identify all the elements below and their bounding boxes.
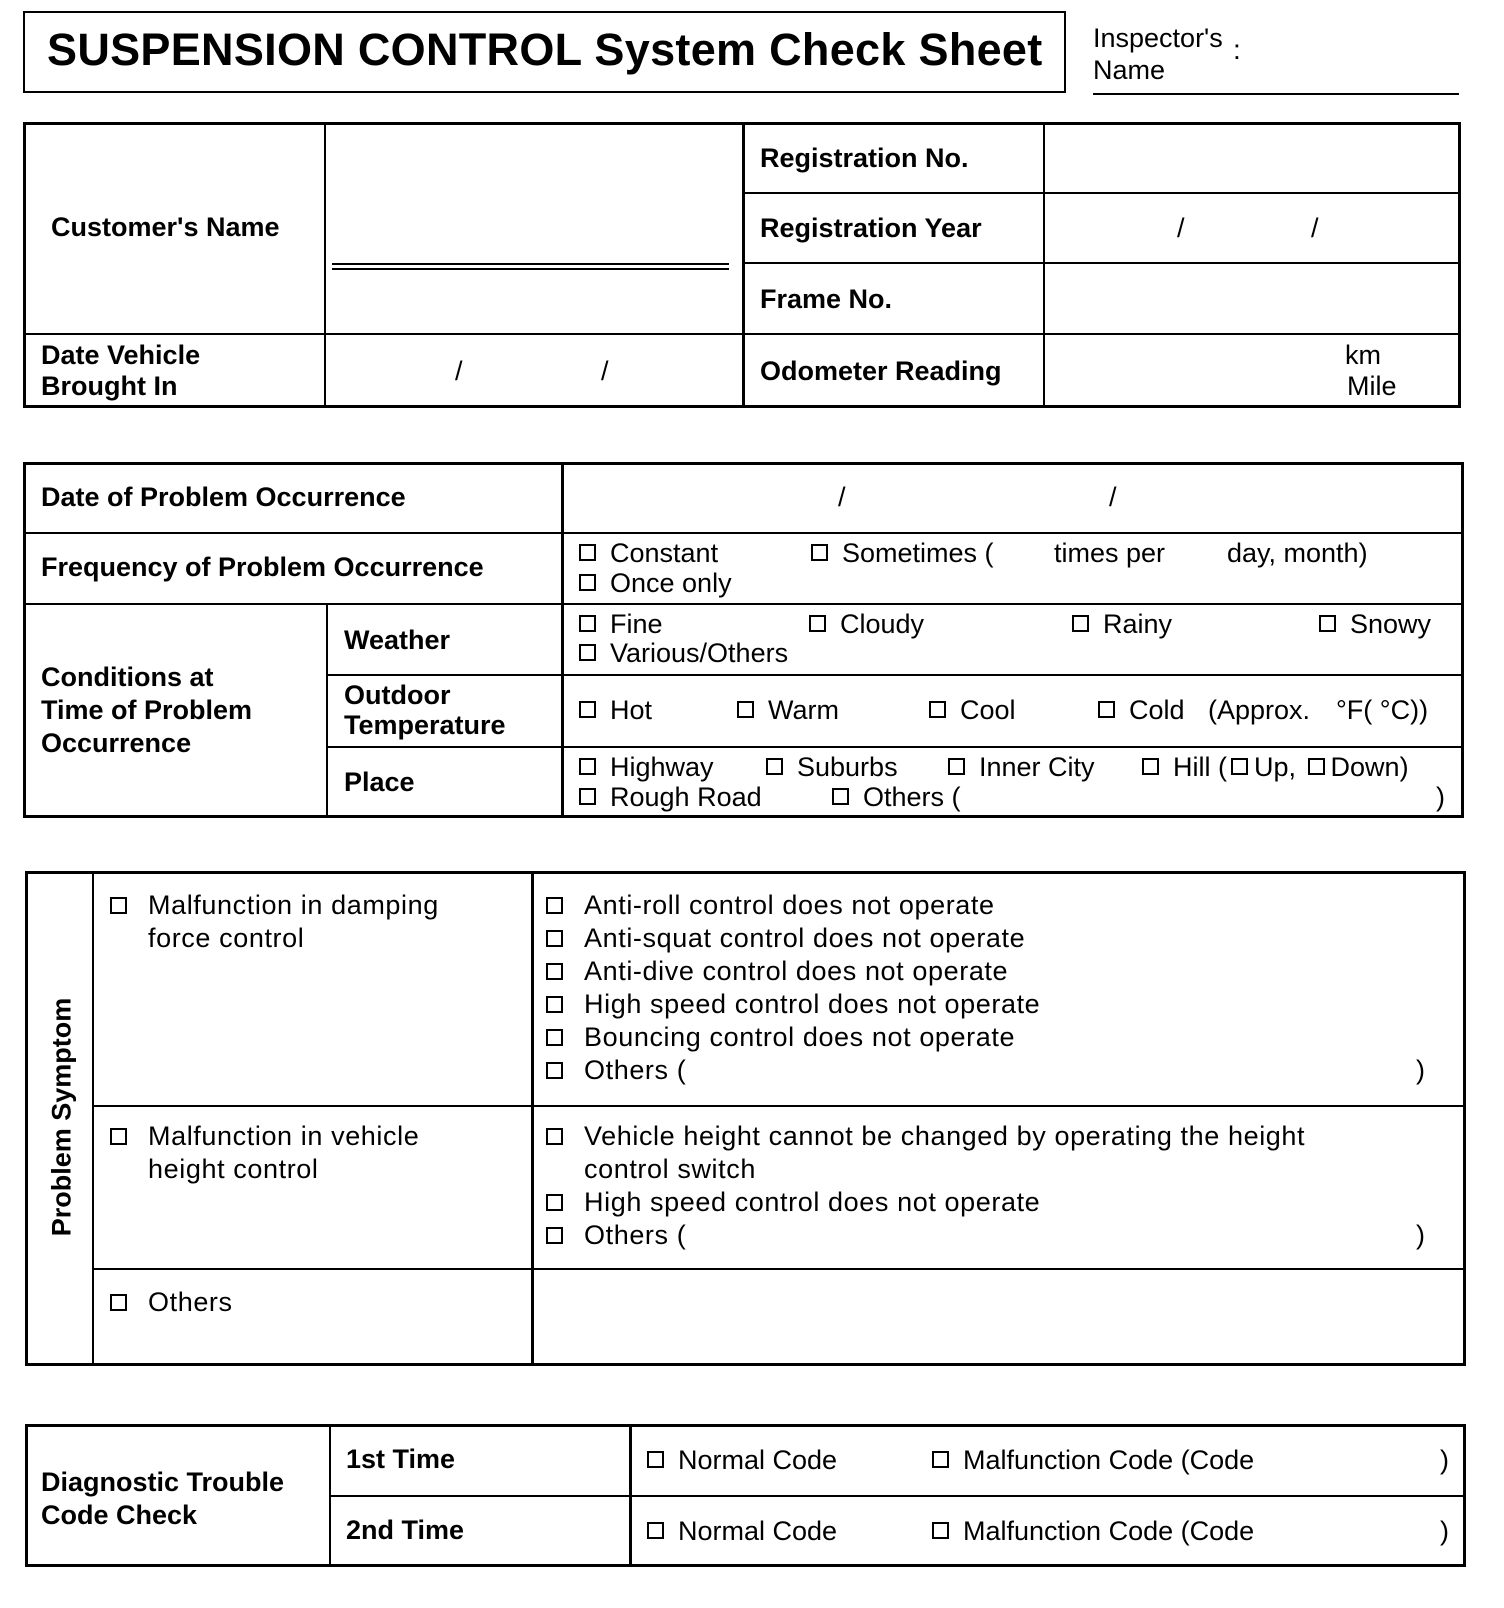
checkbox[interactable] [766,758,783,775]
vehicle-info-divider [324,122,326,408]
place-others-checkbox[interactable]: Others ( [832,782,961,812]
conditions-line2: Time of Problem [41,695,253,725]
problem-date-label: Date of Problem Occurrence [41,482,406,512]
checkbox[interactable] [929,701,946,718]
temperature-hot-checkbox[interactable]: Hot [579,695,652,725]
dtc-label-line2: Code Check [41,1500,198,1530]
frequency-label: Frequency of Problem Occurrence [41,552,484,582]
list-item[interactable]: Bouncing control does not operate [546,1021,1040,1054]
checkbox[interactable] [110,1294,127,1311]
frequency-constant-checkbox[interactable]: Constant [579,538,718,568]
symptom-divider [92,1268,1466,1270]
conditions-line1: Conditions at [41,662,214,692]
vehicle-info-divider [23,333,1461,335]
list-item[interactable]: Vehicle height cannot be changed by operating the height [546,1120,1305,1153]
checkbox[interactable] [579,574,596,591]
checkbox[interactable] [811,544,828,561]
symptom-others-checkbox[interactable]: Others [110,1286,233,1319]
date-separator: / [455,356,463,386]
inspector-label-line2: Name [1093,55,1166,85]
checkbox[interactable] [932,1451,949,1468]
weather-various-checkbox[interactable]: Various/Others [579,638,788,668]
problem-symptom-side-label: Problem Symptom [46,997,77,1237]
frame-no-label: Frame No. [760,284,893,314]
date-separator: / [838,482,846,512]
temperature-warm-checkbox[interactable]: Warm [737,695,839,725]
weather-snowy-checkbox[interactable]: Snowy [1319,609,1431,639]
list-item[interactable]: Others ( ) [546,1054,1040,1087]
customer-name-label: Customer's Name [51,212,280,242]
conditions-label [41,661,252,760]
checkbox[interactable] [546,963,563,980]
temperature-approx: (Approx. [1208,695,1311,725]
place-highway-checkbox[interactable]: Highway [579,752,714,782]
occurrence-divider [561,462,564,818]
checkbox[interactable] [546,1227,563,1244]
vehicle-info-divider [1043,122,1045,408]
odometer-unit-mile: Mile [1347,371,1397,401]
checkbox[interactable] [1142,758,1159,775]
dtc-second-time-label: 2nd Time [346,1515,465,1545]
symptom-divider [92,871,94,1366]
checkbox[interactable] [546,897,563,914]
date-brought-in-label [41,340,200,402]
checkbox[interactable] [579,701,596,718]
customer-name-input-line[interactable] [332,263,729,265]
symptom-divider [531,871,534,1366]
temperature-label [344,680,506,740]
occurrence-divider [23,532,1464,534]
temperature-cold-checkbox[interactable]: Cold [1098,695,1185,725]
checkbox[interactable] [832,788,849,805]
occurrence-divider [326,746,1464,748]
checkbox[interactable] [110,897,127,914]
checkbox[interactable] [1319,615,1336,632]
weather-cloudy-checkbox[interactable]: Cloudy [809,609,924,639]
checkbox[interactable] [546,1029,563,1046]
dtc-label [41,1466,284,1532]
checkbox[interactable] [647,1451,664,1468]
place-suburbs-checkbox[interactable]: Suburbs [766,752,898,782]
checkbox[interactable] [1072,615,1089,632]
frequency-once-only-checkbox[interactable]: Once only [579,568,732,598]
checkbox[interactable] [110,1128,127,1145]
checkbox[interactable] [546,1128,563,1145]
date-separator: / [601,356,609,386]
customer-name-input-line [332,268,729,270]
checkbox[interactable] [932,1522,949,1539]
odometer-unit-km: km [1345,340,1381,370]
damping-symptom-list [546,889,1426,1087]
checkbox[interactable] [809,615,826,632]
occurrence-divider [23,603,1464,605]
list-item[interactable]: Others ( ) [546,1219,1305,1252]
frequency-times-per: times per [1054,538,1166,568]
hill-up-checkbox[interactable] [1231,758,1248,775]
date-brought-in-line1: Date Vehicle [41,340,201,370]
inspector-name-label [1093,22,1223,86]
inspector-name-input-line[interactable] [1093,93,1459,95]
temperature-cool-checkbox[interactable]: Cool [929,695,1016,725]
checkbox[interactable] [579,758,596,775]
inspector-label-line1: Inspector's [1093,23,1223,53]
dtc-second-malfunction-checkbox[interactable]: Malfunction Code (Code [932,1516,1254,1546]
dtc-first-close: ) [1440,1445,1449,1475]
checkbox[interactable] [948,758,965,775]
frequency-sometimes-checkbox[interactable]: Sometimes ( [811,538,994,568]
vehicle-info-divider [742,192,1461,194]
temperature-line1: Outdoor [344,680,451,710]
symptom-divider [92,1105,1466,1107]
checkbox[interactable] [546,996,563,1013]
registration-year-label: Registration Year [760,213,982,243]
dtc-second-normal-checkbox[interactable]: Normal Code [647,1516,837,1546]
odometer-label: Odometer Reading [760,356,1002,386]
height-symptom-list [546,1120,1426,1252]
weather-rainy-checkbox[interactable]: Rainy [1072,609,1172,639]
vehicle-info-divider [742,262,1461,264]
dtc-first-normal-checkbox[interactable]: Normal Code [647,1445,837,1475]
place-label: Place [344,767,415,797]
checkbox[interactable] [579,615,596,632]
conditions-line3: Occurrence [41,728,192,758]
list-item[interactable]: High speed control does not operate [546,1186,1305,1219]
occurrence-divider [326,674,1464,676]
dtc-label-line1: Diagnostic Trouble [41,1467,285,1497]
page-title: SUSPENSION CONTROL System Check Sheet [47,24,1043,75]
damping-malfunction-checkbox[interactable]: Malfunction in damping force control [110,889,439,955]
hill-down-checkbox[interactable] [1308,758,1325,775]
weather-label: Weather [344,625,451,655]
weather-fine-checkbox[interactable]: Fine [579,609,663,639]
list-item[interactable]: High speed control does not operate [546,988,1040,1021]
checkbox[interactable] [546,1194,563,1211]
vehicle-info-divider [742,122,745,408]
place-rough-road-checkbox[interactable]: Rough Road [579,782,762,812]
list-item-continuation: control switch [584,1154,756,1184]
inspector-colon: : [1233,34,1241,65]
checkbox[interactable] [579,644,596,661]
list-item[interactable]: Anti-dive control does not operate [546,955,1040,988]
temperature-units: °F( °C)) [1336,695,1429,725]
registration-no-label: Registration No. [760,143,969,173]
dtc-first-time-label: 1st Time [346,1444,456,1474]
date-separator: / [1109,482,1117,512]
place-inner-city-checkbox[interactable]: Inner City [948,752,1095,782]
checkbox[interactable] [1098,701,1115,718]
checkbox[interactable] [546,930,563,947]
dtc-first-malfunction-checkbox[interactable]: Malfunction Code (Code [932,1445,1254,1475]
height-malfunction-checkbox[interactable]: Malfunction in vehicle height control [110,1120,419,1186]
frequency-day-month: day, month) [1227,538,1368,568]
list-item[interactable]: Anti-roll control does not operate [546,889,1040,922]
temperature-line2: Temperature [344,710,506,740]
place-others-close: ) [1436,782,1445,812]
date-separator: / [1177,213,1185,243]
dtc-second-close: ) [1440,1516,1449,1546]
date-brought-in-line2: Brought In [41,371,178,401]
place-hill-checkbox[interactable]: Hill ( Up, Down) [1142,752,1409,782]
date-separator: / [1311,213,1319,243]
checkbox[interactable] [647,1522,664,1539]
checkbox[interactable] [579,544,596,561]
checkbox[interactable] [737,701,754,718]
checkbox[interactable] [546,1062,563,1079]
occurrence-divider [326,603,328,818]
dtc-divider [329,1495,1466,1497]
list-item[interactable]: Anti-squat control does not operate [546,922,1040,955]
checkbox[interactable] [579,788,596,805]
